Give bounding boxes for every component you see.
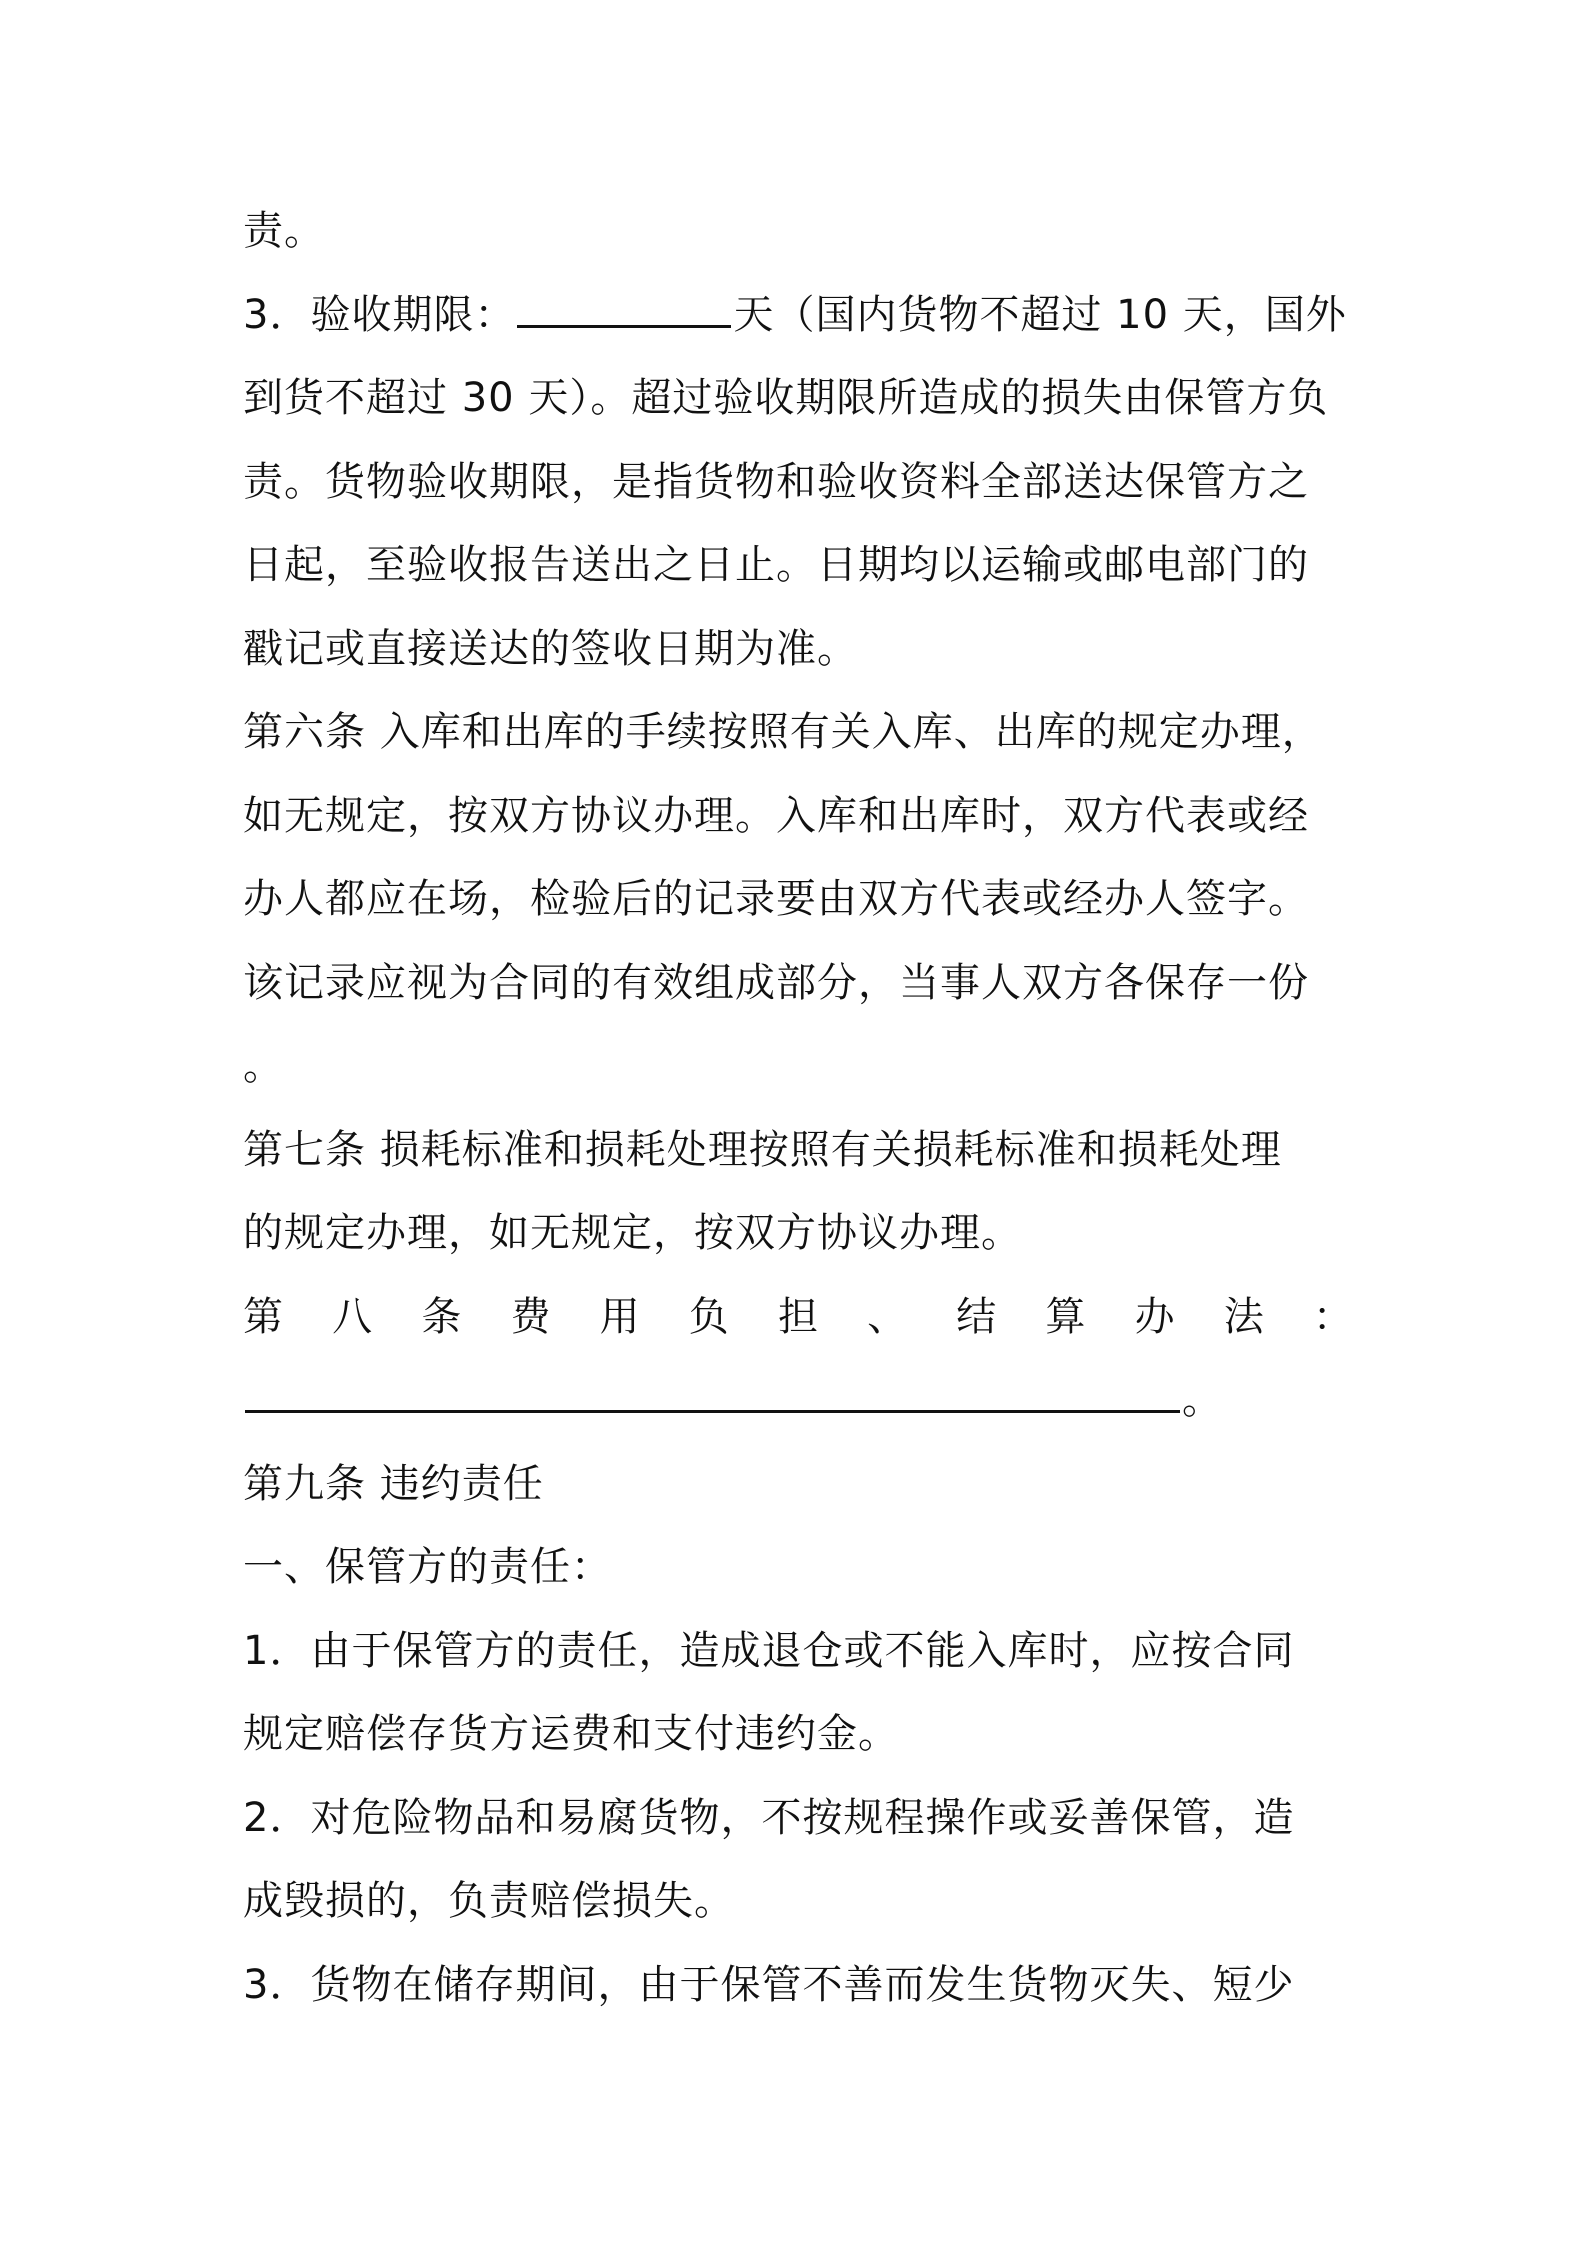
text-line: 2．对危险物品和易腐货物，不按规程操作或妥善保管，造 — [243, 1794, 1295, 1841]
text-line: 1．由于保管方的责任，造成退仓或不能入库时，应按合同 — [243, 1627, 1295, 1674]
text-line: 办人都应在场，检验后的记录要由双方代表或经办人签字。 — [243, 876, 1309, 922]
blank-underline-fees — [245, 1390, 1180, 1413]
article-6-heading-line: 第六条 入库和出库的手续按照有关入库、出库的规定办理， — [243, 709, 1323, 755]
article-8-char: 用 — [599, 1293, 640, 1340]
text-segment: 天（国内货物不超过 10 天，国外 — [733, 291, 1347, 338]
article-8-char: 费 — [510, 1293, 551, 1340]
text-line: 戳记或直接送达的签收日期为准。 — [243, 625, 858, 672]
article-9-heading-line: 第九条 违约责任 — [243, 1460, 544, 1507]
text-line: 的规定办理，如无规定，按双方协议办理。 — [243, 1210, 1022, 1256]
text-line-acceptance-period — [243, 274, 1353, 358]
text-line: 日起，至验收报告送出之日止。日期均以运输或邮电部门的 — [243, 542, 1309, 588]
section-heading-line: 一、保管方的责任： — [243, 1544, 612, 1590]
text-line: 如无规定，按双方协议办理。入库和出库时，双方代表或经 — [243, 792, 1309, 839]
text-line: 责。货物验收期限，是指货物和验收资料全部送达保管方之 — [243, 458, 1309, 505]
text-line: 成毁损的，负责赔偿损失。 — [243, 1878, 735, 1924]
document-body — [243, 190, 1353, 2027]
text-line-fee-blank — [243, 1359, 1353, 1443]
text-line: 该记录应视为合同的有效组成部分，当事人双方各保存一份 — [243, 959, 1309, 1006]
text-line: 到货不超过 30 天）。超过验收期限所造成的损失由保管方负 — [243, 375, 1329, 421]
text-line: 3．货物在储存期间，由于保管不善而发生货物灭失、短少 — [243, 1961, 1295, 2008]
article-8-char: 担 — [777, 1293, 818, 1340]
article-8-char: 负 — [688, 1293, 729, 1340]
blank-underline-days — [517, 305, 731, 328]
article-8-char: 办 — [1134, 1293, 1175, 1340]
article-8-char: 法 — [1223, 1293, 1264, 1340]
article-8-char: 八 — [332, 1293, 373, 1340]
article-8-heading-line — [243, 1276, 1353, 1360]
article-8-char: 第 — [243, 1293, 283, 1340]
article-8-char: ： — [1312, 1293, 1353, 1340]
article-8-char: 条 — [421, 1293, 462, 1340]
text-segment: 3．验收期限： — [243, 291, 516, 338]
article-8-char: 结 — [956, 1293, 997, 1340]
article-8-char: 、 — [867, 1293, 908, 1340]
article-7-heading-line: 第七条 损耗标准和损耗处理按照有关损耗标准和损耗处理 — [243, 1126, 1282, 1173]
text-segment: 。 — [1182, 1377, 1223, 1423]
article-8-char: 算 — [1045, 1293, 1086, 1340]
text-line: 责。 — [243, 208, 325, 254]
text-line: 规定赔偿存货方运费和支付违约金。 — [243, 1711, 899, 1757]
text-line: 。 — [243, 1043, 284, 1089]
